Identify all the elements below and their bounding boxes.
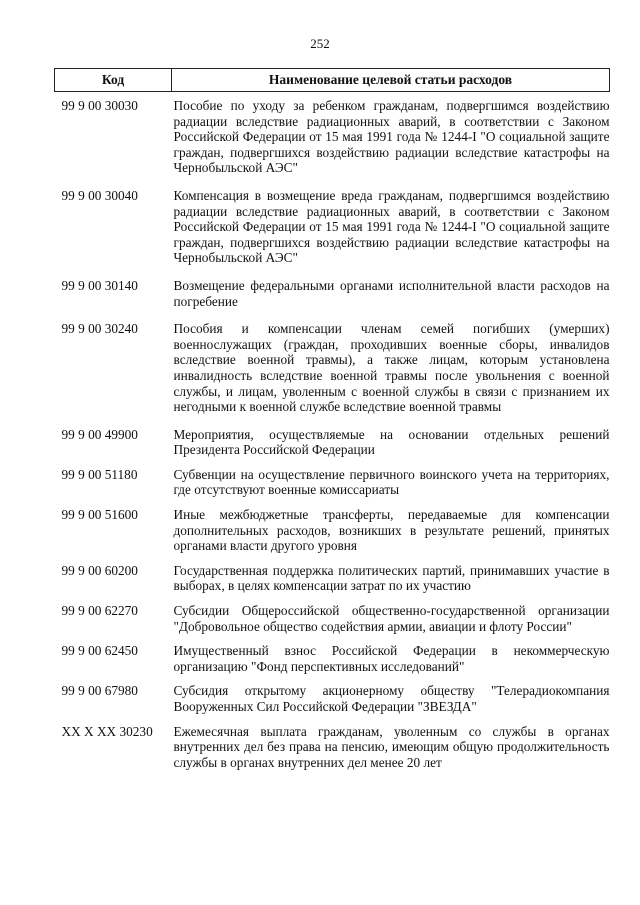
table-row xyxy=(55,643,610,683)
table-header-row xyxy=(55,69,610,92)
row-code: 99 9 00 51180 xyxy=(61,466,138,482)
row-name: Субсидия открытому акционерному обществу "Телерадиокомпания Вооруженных Сил Российской Федерации "ЗВЕЗДА" xyxy=(173,683,610,714)
row-code: 99 9 00 51600 xyxy=(61,507,138,523)
row-code: 99 9 00 30040 xyxy=(61,187,138,203)
row-code: XX X XX 30230 xyxy=(61,723,153,739)
table-row xyxy=(55,321,610,427)
row-name: Пособия и компенсации членам семей погибших (умерших) военнослужащих (граждан, проходивших военные сборы, инвалидов вследствие военной травмы), а также лицам, которым установлена инвалидность вследствие военной травмы после увольнения с военной службы, и лицам, уволенным с военной службы в связи с признанием их негодными к военной службе вследствие военной травмы xyxy=(173,321,610,415)
budget-items-table xyxy=(54,68,610,779)
row-code: 99 9 00 62270 xyxy=(61,603,138,619)
row-code: 99 9 00 67980 xyxy=(61,683,138,699)
row-name: Мероприятия, осуществляемые на основании отдельных решений Президента Российской Федерации xyxy=(173,426,610,458)
row-code: 99 9 00 30140 xyxy=(61,277,138,293)
row-code: 99 9 00 62450 xyxy=(61,643,138,659)
table-row xyxy=(55,467,610,507)
row-name: Иные межбюджетные трансферты, передаваемые для компенсации дополнительных расходов, возникших в результате решений, принятых органами власти другого уровня xyxy=(173,507,610,554)
row-name: Государственная поддержка политических партий, принимавших участие в выборах, в целях компенсации затрат по их участию xyxy=(173,562,610,594)
header-code: Код xyxy=(55,69,172,92)
row-name: Субвенции на осуществление первичного воинского учета на территориях, где отсутствуют военные комиссариаты xyxy=(173,466,610,498)
row-code: 99 9 00 49900 xyxy=(61,426,138,442)
page-number: 252 xyxy=(310,36,330,51)
table-row xyxy=(55,427,610,467)
row-name: Субсидии Общероссийской общественно-государственной организации "Добровольное общество содействия армии, авиации и флоту России" xyxy=(173,603,610,634)
row-name: Компенсация в возмещение вреда гражданам, подвергшимся воздействию радиации вследствие радиационных аварий, в соответствии с Законом Российской Федерации от 15 мая 1991 года № 1244-I "О социальной защите граждан, подвергшихся воздействию радиации вследствие катастрофы на Чернобыльской АЭС" xyxy=(173,187,610,266)
row-code: 99 9 00 60200 xyxy=(61,562,138,578)
row-name: Пособие по уходу за ребенком гражданам, подвергшимся воздействию радиации вследствие радиационных аварий, в соответствии с Законом Российской Федерации от 15 мая 1991 года № 1244-I "О социальной защите граждан, подвергшихся воздействию радиации вследствие катастрофы на Чернобыльской АЭС" xyxy=(173,98,610,176)
row-code: 99 9 00 30240 xyxy=(61,321,138,337)
row-name: Возмещение федеральными органами исполнительной власти расходов на погребение xyxy=(173,277,610,309)
header-name: Наименование целевой статьи расходов xyxy=(172,69,610,92)
table-row xyxy=(55,683,610,723)
table-row xyxy=(55,278,610,321)
row-code: 99 9 00 30030 xyxy=(61,98,138,113)
row-name: Ежемесячная выплата гражданам, уволенным со службы в органах внутренних дел без права на пенсию, имеющим общую продолжительность службы в органах внутренних дел менее 20 лет xyxy=(173,723,610,770)
table-row xyxy=(55,188,610,278)
row-name: Имущественный взнос Российской Федерации в некоммерческую организацию "Фонд перспективных исследований" xyxy=(173,643,610,674)
table-row xyxy=(55,92,610,188)
table-row xyxy=(55,563,610,603)
table-row xyxy=(55,603,610,643)
table-row xyxy=(55,507,610,563)
table-row xyxy=(55,724,610,780)
